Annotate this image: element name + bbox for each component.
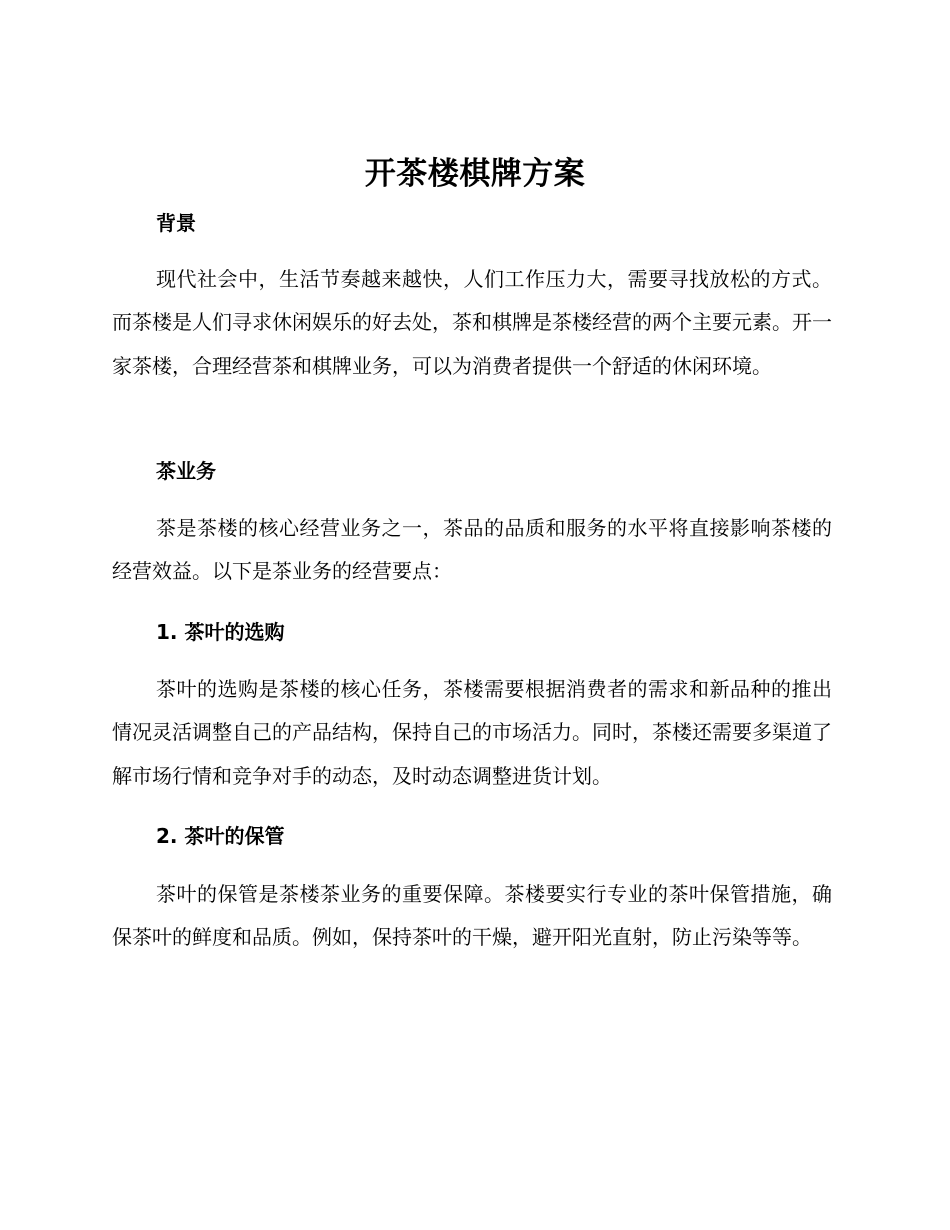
section-body-background: 现代社会中，生活节奏越来越快，人们工作压力大，需要寻找放松的方式。而茶楼是人们寻求休闲娱乐的好去处，茶和棋牌是茶楼经营的两个主要元素。开一家茶楼，合理经营茶和棋牌业务，可以为消费者提供一个舒适的休闲环境。 xyxy=(112,267,832,378)
section-body-tea-storage: 茶叶的保管是茶楼茶业务的重要保障。茶楼要实行专业的茶叶保管措施，确保茶叶的鲜度和品质。例如，保持茶叶的干燥，避开阳光直射，防止污染等等。 xyxy=(112,882,832,950)
document-title: 开茶楼棋牌方案 xyxy=(364,156,586,192)
section-heading-background: 背景 xyxy=(156,211,196,235)
section-heading-tea-purchasing: 1. 茶叶的选购 xyxy=(156,620,285,644)
section-heading-tea-storage: 2. 茶叶的保管 xyxy=(156,824,285,848)
section-heading-tea-business: 茶业务 xyxy=(156,459,216,483)
section-body-tea-business: 茶是茶楼的核心经营业务之一，茶品的品质和服务的水平将直接影响茶楼的经营效益。以下是茶业务的经营要点： xyxy=(112,516,832,584)
section-body-tea-purchasing: 茶叶的选购是茶楼的核心任务，茶楼需要根据消费者的需求和新品种的推出情况灵活调整自己的产品结构，保持自己的市场活力。同时，茶楼还需要多渠道了解市场行情和竞争对手的动态，及时动态调整进货计划。 xyxy=(112,677,832,788)
